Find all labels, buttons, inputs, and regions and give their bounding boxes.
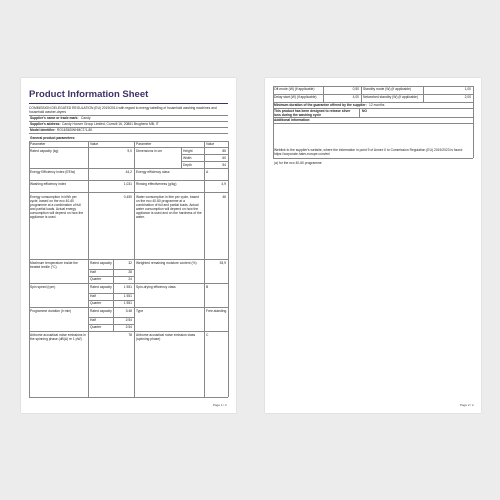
- spin-quarter-value: 1 551: [123, 301, 132, 305]
- model-label: Model identifier:: [30, 128, 56, 132]
- programme-duration-label: Programme duration (h:min): [30, 309, 72, 313]
- water-consumption-label: Water consumption in litre per cycle, based on the eco 40-60 programme at a combination of full and partial loads. Actual water consumption will depend on how the appliance is used and on the hardness of the water.: [136, 195, 202, 219]
- water-consumption-value: 46: [222, 195, 226, 199]
- width-value: 60: [222, 156, 226, 160]
- half-sublabel: Half: [90, 270, 96, 274]
- regulation-text: COMMISSION DELEGATED REGULATION (EU) 2019/2014 with regard to energy labelling of household washing machines and household washer-dryers: [29, 106, 217, 114]
- width-label: Width: [183, 156, 192, 160]
- weblink-url[interactable]: https://corporate.haier-europe.com/en/: [274, 152, 331, 156]
- guarantee-value: 12 months: [369, 103, 385, 107]
- eei-label: Energy Efficiency Index (EEIw): [30, 170, 76, 174]
- max-temp-rated-value: 32: [128, 261, 132, 265]
- rinsing-effectiveness-label: Rinsing effectiveness (g/kg): [136, 182, 177, 186]
- silver-ions-label: This product has been designed to release silver ions during the washing cycle: [274, 109, 351, 117]
- height-value: 85: [222, 149, 226, 153]
- washing-efficiency-value: 1,031: [123, 182, 132, 186]
- page-number: Page 1 / 2: [213, 403, 227, 407]
- title-underline: [29, 103, 228, 104]
- supplier-name-label: Supplier's name or trade mark:: [30, 116, 79, 120]
- supplier-name: Candy: [81, 116, 91, 120]
- rinsing-effectiveness-value: 4,9: [221, 182, 226, 186]
- dimensions-label: Dimensions in cm: [136, 149, 163, 153]
- rated-capacity-sublabel: Rated capacity: [90, 309, 112, 313]
- noise-emission-value: 78: [128, 333, 132, 337]
- energy-consumption-label: Energy consumption in kWh per cycle, based on the eco 40-60 programme at a combination of full and partial loads. Actual energy consumption will depend on how the appliance is used.: [30, 195, 84, 219]
- rated-capacity-value: 9,0: [127, 149, 132, 153]
- quarter-sublabel: Quarter: [90, 301, 102, 305]
- rated-capacity-label: Rated capacity (kg): [30, 149, 59, 153]
- depth-label: Depth: [183, 163, 192, 167]
- quarter-sublabel: Quarter: [90, 325, 102, 329]
- spin-speed-label: Spin speed (rpm): [30, 285, 56, 289]
- supplier-address-label: Supplier's address:: [30, 122, 61, 126]
- col-value-header-2: Value: [206, 142, 215, 146]
- weblink-label: Weblink to the supplier's website, where the information in point 9 of Annex II to Commission Regulation (EU) 2019/2023 is found:: [274, 148, 463, 152]
- height-label: Height: [183, 149, 193, 153]
- depth-value: 54: [222, 163, 226, 167]
- half-sublabel: Half: [90, 294, 96, 298]
- col-parameter-header: Parameter: [30, 142, 46, 146]
- page-1: [21, 78, 236, 413]
- supplier-address: Candy Hoover Group Limited, Comvill 16, 20861 Brugherio MB, IT: [62, 122, 159, 126]
- additional-info-label: Additional information:: [274, 118, 311, 122]
- page-2: [265, 78, 481, 413]
- page-title: Product Information Sheet: [29, 89, 149, 100]
- col-value-header: Value: [90, 142, 99, 146]
- moisture-label: Weighted remaining moisture content (%): [136, 261, 197, 265]
- eei-value: 44,2: [125, 170, 132, 174]
- standby-value: 1,00: [464, 87, 471, 91]
- energy-consumption-value: 0,450: [123, 195, 132, 199]
- general-parameters-label: General product parameters:: [30, 136, 76, 140]
- noise-emission-label: Airborne acoustical noise emissions in the spinning phase (dB(A) re 1 pW): [30, 333, 86, 341]
- networked-standby-label: Networked standby (W) (if applicable): [363, 95, 418, 99]
- spin-rated-value: 1 551: [123, 285, 132, 289]
- max-temp-half-value: 28: [128, 270, 132, 274]
- moisture-value: 53,9: [219, 261, 226, 265]
- networked-standby-value: 2,00: [464, 95, 471, 99]
- col-parameter-header-2: Parameter: [136, 142, 152, 146]
- noise-class-label: Airborne acoustical noise emission class (spinning phase): [136, 333, 196, 341]
- silver-ions-value: NO: [362, 109, 367, 113]
- off-mode-label: Off-mode (W) (if applicable): [274, 87, 315, 91]
- max-temperature-label: Maximum temperature inside the treated textile (°C): [30, 261, 79, 269]
- programme-quarter-value: 2:54: [125, 325, 132, 329]
- eei-class-value: A: [206, 170, 209, 174]
- washing-efficiency-label: Washing efficiency index: [30, 182, 67, 186]
- guarantee-label: Minimum duration of the guarantee offered by the supplier:: [274, 103, 367, 107]
- noise-class-value: C: [206, 333, 209, 337]
- footnote: (a) for the eco 40-60 programme: [274, 161, 322, 165]
- off-mode-value: 0,50: [352, 87, 359, 91]
- delay-start-label: Delay start (W) (if applicable): [274, 95, 317, 99]
- eei-class-label: Energy efficiency class: [136, 170, 170, 174]
- rated-capacity-sublabel: Rated capacity: [90, 285, 112, 289]
- quarter-sublabel: Quarter: [90, 277, 102, 281]
- weblink-text: [274, 148, 470, 156]
- model-value: RO16S6DWHMCT/1-80: [57, 128, 93, 132]
- page-number: Page 2 / 2: [460, 403, 474, 407]
- rated-capacity-sublabel: Rated capacity: [90, 261, 112, 265]
- programme-rated-value: 3:48: [125, 309, 132, 313]
- max-temp-quarter-value: 24: [128, 277, 132, 281]
- spin-half-value: 1 551: [123, 294, 132, 298]
- type-value: Free-standing: [206, 309, 227, 313]
- half-sublabel: Half: [90, 318, 96, 322]
- type-label: Type: [136, 309, 144, 313]
- standby-label: Standby mode (W) (if applicable): [363, 87, 412, 91]
- delay-start-value: 4,00: [352, 95, 359, 99]
- spin-class-label: Spin-drying efficiency class: [136, 285, 176, 289]
- spin-class-value: B: [206, 285, 209, 289]
- programme-half-value: 2:54: [125, 318, 132, 322]
